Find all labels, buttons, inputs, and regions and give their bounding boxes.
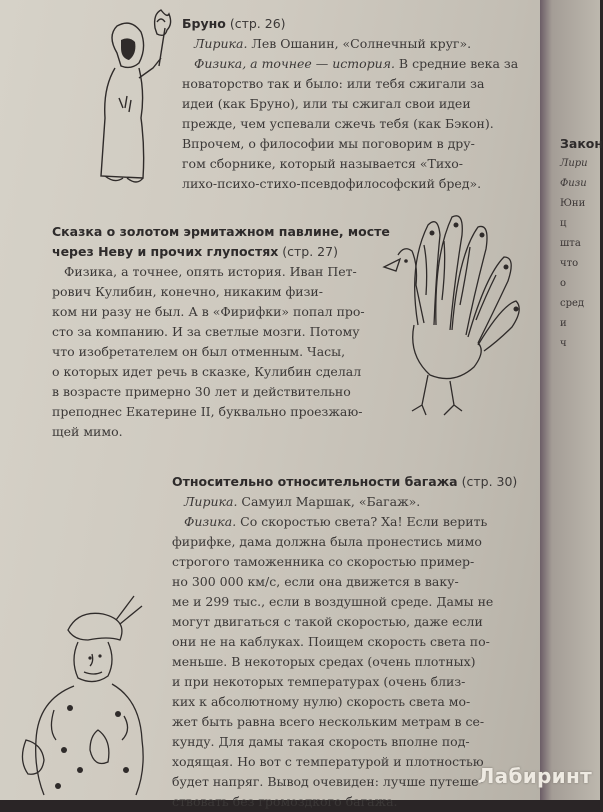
baggage-title: Относительно относительности багажа	[172, 474, 458, 489]
peacock-ref: (стр. 27)	[278, 244, 338, 259]
peacock-illustration	[378, 205, 528, 430]
bruno-title: Бруно	[182, 16, 226, 31]
lady-illustration	[8, 590, 168, 800]
bruno-illustration	[95, 8, 175, 198]
peacock-title-2: через Неву и прочих глупостях	[52, 244, 279, 259]
baggage-ref: (стр. 30)	[457, 474, 518, 489]
peacock-entry: Сказка о золотом эрмитажном павлине, мосте через Неву и прочих глупостях (стр. 27) Физика, а точнее, опять история. Иван Пет- рович Кулибин, конечно, никаким физи- ком ни разу не был. А в «Фирифки» попал про- сто за компанию. И за светлые мозги. Потому что изобретателем он был отменным. Часы, о которых идет речь в сказке, Кулибин сделал в возрасте примерно 30 лет и действительно преподнес Екатерине II, буквально проезжаю- щей мимо.	[52, 224, 390, 439]
baggage-entry: Относительно относительности багажа (стр. 30) Лирика. Самуил Маршак, «Багаж». Физика. Со скоростью света? Ха! Если верить фирифке, дама должна была пронестись мимо строгого таможенника со скоростью пример- но 300 000 км/с, если она движется в ваку- ме и 299 тыс., если в воздушной среде. Дамы не могут двигаться с такой скоростью, даже если они не на каблуках. Поищем скорость света по- меньше. В некоторых средах (очень плотных) и при некоторых температурах (очень близ- ких к абсолютному нулю) скорость света мо- жет быть равна всего нескольким метрам в се- кунду. Для дамы такая скорость вполне под- ходящая. Но вот с температурой и плотностью будет напряг. Вывод очевиден: лучше путеше- ствовать без громоздкого багажа.	[172, 474, 518, 809]
peacock-title-1: Сказка о золотом эрмитажном павлине, мосте	[52, 224, 390, 239]
watermark: Лабиринт	[477, 764, 592, 788]
right-page-edge: Закон Лири Физи Юни ц шта что о сред и ч	[540, 0, 600, 800]
bruno-ref: (стр. 26)	[229, 16, 286, 31]
bruno-entry: Бруно (стр. 26) Лирика. Лев Ошанин, «Солнечный круг». Физика, а точнее — история. В средние века за новаторство так и было: или тебя сжигали за идеи (как Бруно), или ты сжигал свои идеи прежде, чем успевали сжечь тебя (как Бэкон). Впрочем, о философии мы поговорим в дру- гом сборнике, который называется «Тихо- лихо-психо-стихо-псевдофилософский бред».	[182, 16, 519, 191]
